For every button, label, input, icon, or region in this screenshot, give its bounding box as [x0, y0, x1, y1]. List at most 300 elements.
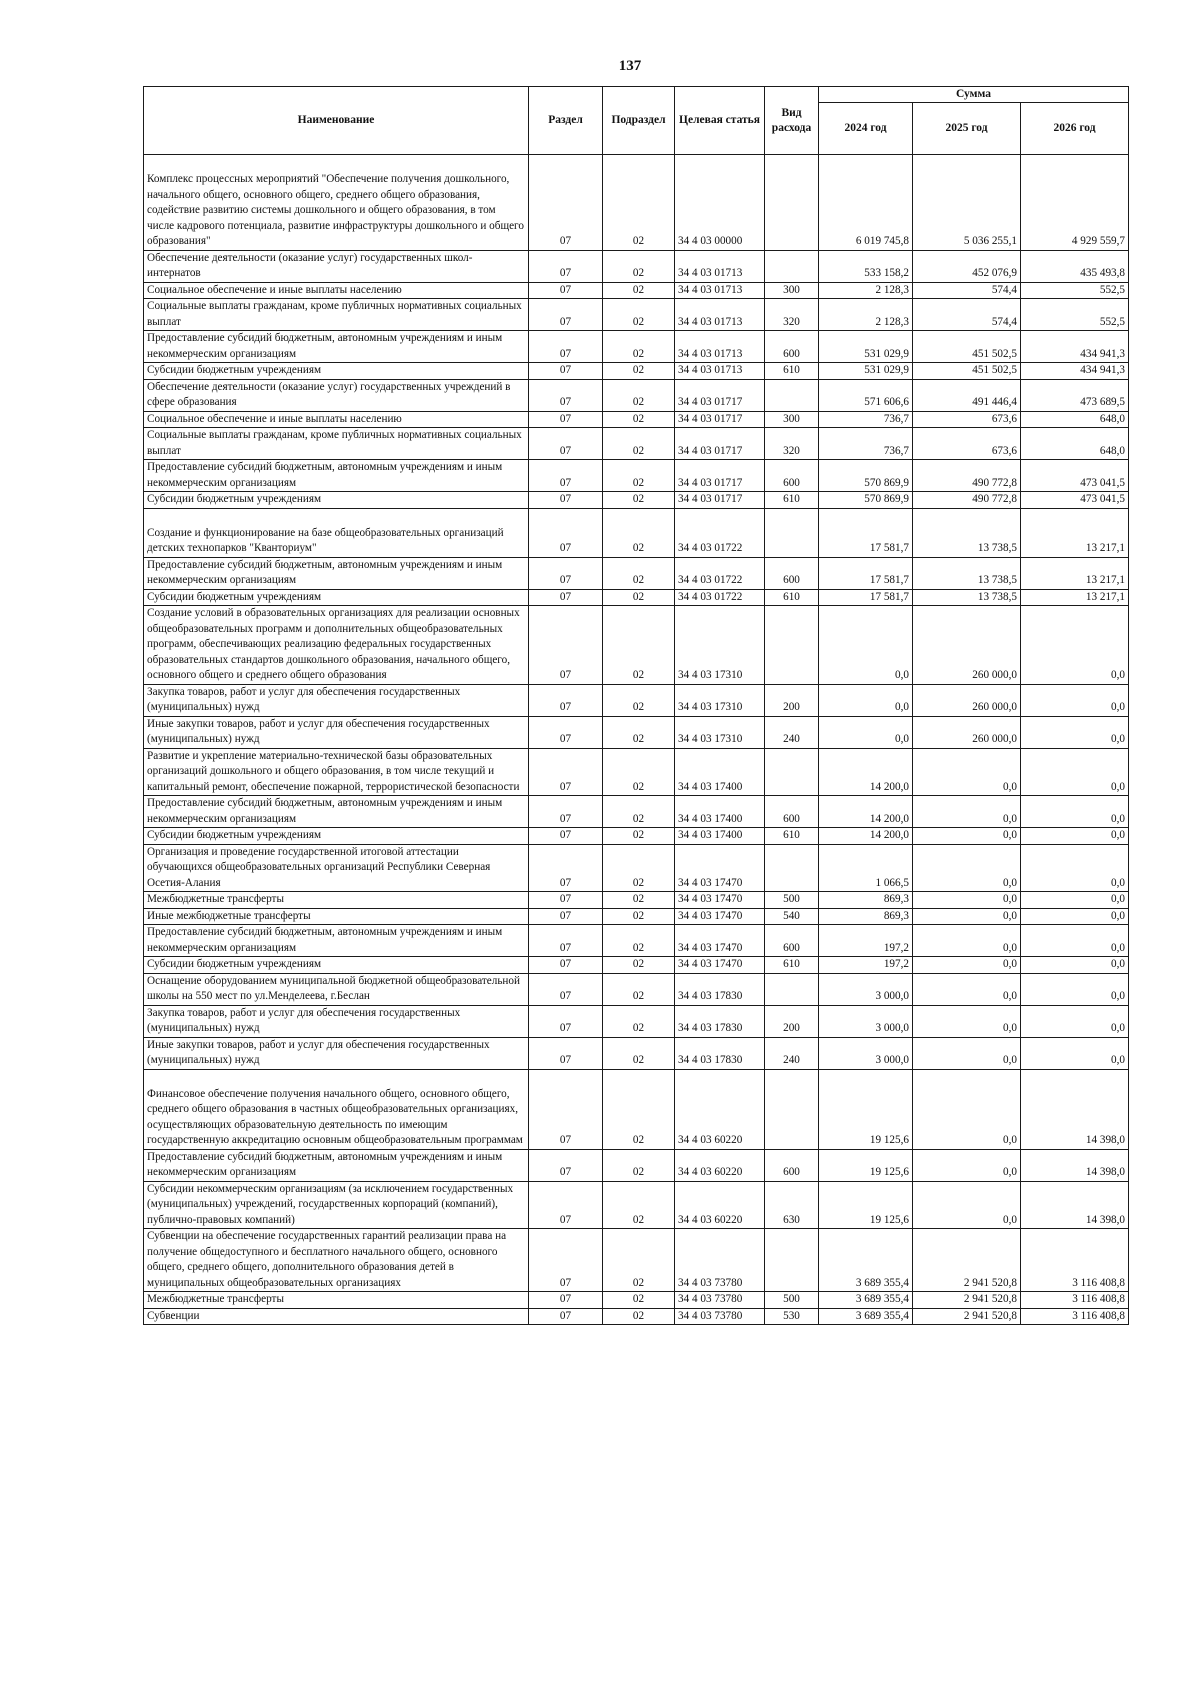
row-amount-2026: 435 493,8: [1021, 250, 1129, 282]
row-section: 07: [529, 844, 603, 892]
row-target: 34 4 03 17830: [675, 1005, 765, 1037]
row-section: 07: [529, 299, 603, 331]
row-section: 07: [529, 1308, 603, 1325]
table-row: [144, 331, 1129, 363]
row-amount-2026: 0,0: [1021, 684, 1129, 716]
row-target: 34 4 03 01722: [675, 508, 765, 557]
row-type: [765, 606, 819, 685]
row-amount-2024: 736,7: [819, 428, 913, 460]
row-section: 07: [529, 606, 603, 685]
row-section: 07: [529, 508, 603, 557]
table-row: [144, 557, 1129, 589]
row-subsection: 02: [603, 299, 675, 331]
row-target: 34 4 03 17310: [675, 684, 765, 716]
row-section: 07: [529, 1069, 603, 1149]
row-section: 07: [529, 411, 603, 428]
row-amount-2024: 2 128,3: [819, 282, 913, 299]
row-subsection: 02: [603, 892, 675, 909]
table-row: [144, 1308, 1129, 1325]
row-section: 07: [529, 796, 603, 828]
row-amount-2024: 197,2: [819, 925, 913, 957]
row-amount-2026: 0,0: [1021, 973, 1129, 1005]
row-amount-2026: 0,0: [1021, 892, 1129, 909]
row-type: 240: [765, 716, 819, 748]
table-row: [144, 155, 1129, 251]
row-subsection: 02: [603, 363, 675, 380]
row-amount-2026: 14 398,0: [1021, 1149, 1129, 1181]
row-target: 34 4 03 60220: [675, 1149, 765, 1181]
row-subsection: 02: [603, 250, 675, 282]
row-section: 07: [529, 828, 603, 845]
row-amount-2026: 13 217,1: [1021, 589, 1129, 606]
row-section: 07: [529, 363, 603, 380]
row-subsection: 02: [603, 508, 675, 557]
row-target: 34 4 03 60220: [675, 1181, 765, 1229]
row-target: 34 4 03 17470: [675, 908, 765, 925]
row-amount-2025: 260 000,0: [913, 716, 1021, 748]
row-subsection: 02: [603, 1149, 675, 1181]
row-target: 34 4 03 01717: [675, 428, 765, 460]
row-amount-2024: 736,7: [819, 411, 913, 428]
row-name: Субвенции на обеспечение государственных гарантий реализации права на получение общедоступного и бесплатного начального общего, основного общего, среднего общего, дополнительного образования детей в муниципальных общеобразовательных организациях: [144, 1229, 529, 1292]
row-amount-2026: 0,0: [1021, 796, 1129, 828]
table-row: [144, 508, 1129, 557]
row-subsection: 02: [603, 925, 675, 957]
row-subsection: 02: [603, 155, 675, 251]
table-header: [144, 87, 1129, 155]
row-amount-2025: 0,0: [913, 892, 1021, 909]
row-amount-2025: 0,0: [913, 1069, 1021, 1149]
row-amount-2026: 0,0: [1021, 828, 1129, 845]
row-section: 07: [529, 892, 603, 909]
row-name: Оснащение оборудованием муниципальной бюджетной общеобразовательной школы на 550 мест по ул.Менделеева, г.Беслан: [144, 973, 529, 1005]
row-amount-2024: 0,0: [819, 606, 913, 685]
row-name: Закупка товаров, работ и услуг для обеспечения государственных (муниципальных) нужд: [144, 684, 529, 716]
row-amount-2025: 13 738,5: [913, 589, 1021, 606]
row-type: 540: [765, 908, 819, 925]
row-target: 34 4 03 01722: [675, 589, 765, 606]
row-target: 34 4 03 17830: [675, 973, 765, 1005]
row-type: [765, 1069, 819, 1149]
row-amount-2026: 0,0: [1021, 1037, 1129, 1069]
row-amount-2024: 6 019 745,8: [819, 155, 913, 251]
row-target: 34 4 03 17310: [675, 716, 765, 748]
table-row: [144, 379, 1129, 411]
row-type: 500: [765, 1292, 819, 1309]
row-target: 34 4 03 01717: [675, 379, 765, 411]
row-name: Социальные выплаты гражданам, кроме публичных нормативных социальных выплат: [144, 428, 529, 460]
table-row: [144, 428, 1129, 460]
row-amount-2025: 490 772,8: [913, 492, 1021, 509]
row-target: 34 4 03 01713: [675, 331, 765, 363]
row-amount-2026: 552,5: [1021, 282, 1129, 299]
row-section: 07: [529, 1229, 603, 1292]
row-name: Предоставление субсидий бюджетным, автономным учреждениям и иным некоммерческим организациям: [144, 460, 529, 492]
row-amount-2026: 552,5: [1021, 299, 1129, 331]
row-section: 07: [529, 1181, 603, 1229]
row-type: 320: [765, 299, 819, 331]
row-subsection: 02: [603, 1005, 675, 1037]
row-amount-2025: 0,0: [913, 973, 1021, 1005]
row-target: 34 4 03 01713: [675, 282, 765, 299]
table-row: [144, 492, 1129, 509]
row-target: 34 4 03 73780: [675, 1292, 765, 1309]
table-row: [144, 1149, 1129, 1181]
row-amount-2025: 491 446,4: [913, 379, 1021, 411]
row-amount-2026: 473 041,5: [1021, 460, 1129, 492]
row-amount-2026: 648,0: [1021, 428, 1129, 460]
row-name: Предоставление субсидий бюджетным, автономным учреждениям и иным некоммерческим организациям: [144, 557, 529, 589]
row-target: 34 4 03 17470: [675, 844, 765, 892]
row-section: 07: [529, 492, 603, 509]
row-amount-2026: 0,0: [1021, 908, 1129, 925]
row-amount-2024: 1 066,5: [819, 844, 913, 892]
row-type: [765, 155, 819, 251]
row-subsection: 02: [603, 1037, 675, 1069]
table-body: [144, 155, 1129, 1325]
row-target: 34 4 03 00000: [675, 155, 765, 251]
row-name: Предоставление субсидий бюджетным, автономным учреждениям и иным некоммерческим организациям: [144, 1149, 529, 1181]
row-section: 07: [529, 973, 603, 1005]
table-row: [144, 1037, 1129, 1069]
row-name: Межбюджетные трансферты: [144, 892, 529, 909]
row-amount-2025: 0,0: [913, 908, 1021, 925]
row-amount-2025: 574,4: [913, 299, 1021, 331]
row-subsection: 02: [603, 428, 675, 460]
row-amount-2024: 14 200,0: [819, 748, 913, 796]
row-subsection: 02: [603, 1229, 675, 1292]
row-amount-2026: 648,0: [1021, 411, 1129, 428]
row-target: 34 4 03 17470: [675, 925, 765, 957]
header-sum: Сумма: [819, 87, 1129, 103]
row-section: 07: [529, 589, 603, 606]
row-amount-2026: 0,0: [1021, 957, 1129, 974]
header-2026: 2026 год: [1021, 103, 1129, 155]
table-row: [144, 250, 1129, 282]
row-name: Межбюджетные трансферты: [144, 1292, 529, 1309]
table-row: [144, 828, 1129, 845]
row-amount-2025: 2 941 520,8: [913, 1229, 1021, 1292]
row-target: 34 4 03 01713: [675, 250, 765, 282]
row-name: Развитие и укрепление материально-технической базы образовательных организаций дошкольного и общего образования, в том числе текущий и капитальный ремонт, обеспечение пожарной, террористической безопасности: [144, 748, 529, 796]
row-amount-2026: 13 217,1: [1021, 557, 1129, 589]
row-subsection: 02: [603, 908, 675, 925]
row-target: 34 4 03 17830: [675, 1037, 765, 1069]
row-target: 34 4 03 73780: [675, 1308, 765, 1325]
table-row: [144, 411, 1129, 428]
row-amount-2026: 0,0: [1021, 1005, 1129, 1037]
table-row: [144, 957, 1129, 974]
row-subsection: 02: [603, 716, 675, 748]
row-amount-2024: 17 581,7: [819, 589, 913, 606]
row-section: 07: [529, 1005, 603, 1037]
row-type: 300: [765, 411, 819, 428]
row-subsection: 02: [603, 957, 675, 974]
header-2025: 2025 год: [913, 103, 1021, 155]
row-section: 07: [529, 748, 603, 796]
row-section: 07: [529, 282, 603, 299]
row-section: 07: [529, 1292, 603, 1309]
row-amount-2026: 434 941,3: [1021, 363, 1129, 380]
row-type: 200: [765, 1005, 819, 1037]
row-amount-2025: 0,0: [913, 925, 1021, 957]
row-subsection: 02: [603, 973, 675, 1005]
row-name: Комплекс процессных мероприятий "Обеспечение получения дошкольного, начального общего, основного общего, среднего общего образования, содействие развитию системы дошкольного и общего образования, в том числе кадрового потенциала, развитие инфраструктуры дошкольного и общего образования": [144, 155, 529, 251]
row-target: 34 4 03 17310: [675, 606, 765, 685]
table-row: [144, 908, 1129, 925]
row-subsection: 02: [603, 282, 675, 299]
row-amount-2025: 673,6: [913, 428, 1021, 460]
row-target: 34 4 03 01717: [675, 460, 765, 492]
row-subsection: 02: [603, 557, 675, 589]
row-subsection: 02: [603, 844, 675, 892]
row-amount-2025: 2 941 520,8: [913, 1308, 1021, 1325]
row-amount-2024: 17 581,7: [819, 508, 913, 557]
row-section: 07: [529, 1037, 603, 1069]
row-name: Предоставление субсидий бюджетным, автономным учреждениям и иным некоммерческим организациям: [144, 796, 529, 828]
row-amount-2024: 19 125,6: [819, 1149, 913, 1181]
row-name: Обеспечение деятельности (оказание услуг) государственных школ-интернатов: [144, 250, 529, 282]
row-section: 07: [529, 957, 603, 974]
row-amount-2025: 5 036 255,1: [913, 155, 1021, 251]
row-section: 07: [529, 908, 603, 925]
row-type: [765, 379, 819, 411]
row-name: Предоставление субсидий бюджетным, автономным учреждениям и иным некоммерческим организациям: [144, 925, 529, 957]
row-amount-2025: 0,0: [913, 957, 1021, 974]
row-type: [765, 508, 819, 557]
row-name: Социальное обеспечение и иные выплаты населению: [144, 282, 529, 299]
row-amount-2025: 490 772,8: [913, 460, 1021, 492]
row-subsection: 02: [603, 606, 675, 685]
row-type: 500: [765, 892, 819, 909]
row-amount-2025: 0,0: [913, 796, 1021, 828]
table-row: [144, 1229, 1129, 1292]
row-target: 34 4 03 17400: [675, 748, 765, 796]
table-row: [144, 684, 1129, 716]
row-amount-2024: 19 125,6: [819, 1069, 913, 1149]
row-subsection: 02: [603, 796, 675, 828]
row-amount-2024: 571 606,6: [819, 379, 913, 411]
table-row: [144, 1069, 1129, 1149]
row-amount-2025: 13 738,5: [913, 508, 1021, 557]
page-number: 137: [618, 58, 642, 74]
row-section: 07: [529, 379, 603, 411]
row-amount-2026: 0,0: [1021, 925, 1129, 957]
row-amount-2024: 17 581,7: [819, 557, 913, 589]
row-amount-2025: 260 000,0: [913, 684, 1021, 716]
row-name: Предоставление субсидий бюджетным, автономным учреждениям и иным некоммерческим организациям: [144, 331, 529, 363]
table-row: [144, 1181, 1129, 1229]
row-subsection: 02: [603, 1308, 675, 1325]
header-name: Наименование: [144, 87, 529, 155]
table-row: [144, 748, 1129, 796]
row-amount-2025: 0,0: [913, 1181, 1021, 1229]
row-amount-2026: 3 116 408,8: [1021, 1229, 1129, 1292]
row-subsection: 02: [603, 379, 675, 411]
row-amount-2025: 13 738,5: [913, 557, 1021, 589]
table-row: [144, 892, 1129, 909]
row-amount-2024: 570 869,9: [819, 460, 913, 492]
row-amount-2025: 451 502,5: [913, 331, 1021, 363]
row-type: 530: [765, 1308, 819, 1325]
row-amount-2025: 673,6: [913, 411, 1021, 428]
row-amount-2024: 531 029,9: [819, 331, 913, 363]
row-section: 07: [529, 428, 603, 460]
row-amount-2025: 0,0: [913, 1149, 1021, 1181]
row-amount-2026: 473 041,5: [1021, 492, 1129, 509]
row-type: 630: [765, 1181, 819, 1229]
row-type: 610: [765, 957, 819, 974]
row-type: 240: [765, 1037, 819, 1069]
row-name: Финансовое обеспечение получения начального общего, основного общего, среднего общего образования в частных общеобразовательных организациях, осуществляющих образовательную деятельность по имеющим государственную аккредитацию основным общеобразовательным программам: [144, 1069, 529, 1149]
header-subsection: Подраздел: [603, 87, 675, 155]
row-amount-2026: 0,0: [1021, 716, 1129, 748]
row-amount-2025: 0,0: [913, 844, 1021, 892]
row-amount-2024: 3 689 355,4: [819, 1229, 913, 1292]
row-section: 07: [529, 684, 603, 716]
row-amount-2026: 14 398,0: [1021, 1181, 1129, 1229]
budget-table: [143, 86, 1129, 1325]
row-type: 610: [765, 828, 819, 845]
row-type: [765, 748, 819, 796]
row-name: Субвенции: [144, 1308, 529, 1325]
row-section: 07: [529, 925, 603, 957]
row-subsection: 02: [603, 1069, 675, 1149]
row-amount-2024: 0,0: [819, 716, 913, 748]
row-amount-2024: 869,3: [819, 908, 913, 925]
row-name: Обеспечение деятельности (оказание услуг) государственных учреждений в сфере образования: [144, 379, 529, 411]
row-amount-2026: 4 929 559,7: [1021, 155, 1129, 251]
row-section: 07: [529, 716, 603, 748]
table-row: [144, 716, 1129, 748]
row-target: 34 4 03 17470: [675, 957, 765, 974]
row-target: 34 4 03 01717: [675, 492, 765, 509]
row-name: Иные закупки товаров, работ и услуг для обеспечения государственных (муниципальных) нужд: [144, 716, 529, 748]
table-row: [144, 973, 1129, 1005]
row-amount-2026: 3 116 408,8: [1021, 1292, 1129, 1309]
row-amount-2024: 2 128,3: [819, 299, 913, 331]
row-amount-2025: 452 076,9: [913, 250, 1021, 282]
row-amount-2024: 3 000,0: [819, 973, 913, 1005]
row-type: 600: [765, 925, 819, 957]
table-row: [144, 1005, 1129, 1037]
row-section: 07: [529, 331, 603, 363]
row-name: Субсидии некоммерческим организациям (за исключением государственных (муниципальных) учреждений, государственных корпораций (компаний), публично-правовых компаний): [144, 1181, 529, 1229]
row-amount-2026: 434 941,3: [1021, 331, 1129, 363]
row-amount-2025: 260 000,0: [913, 606, 1021, 685]
row-type: 600: [765, 331, 819, 363]
row-amount-2024: 3 689 355,4: [819, 1308, 913, 1325]
row-target: 34 4 03 01717: [675, 411, 765, 428]
row-amount-2026: 0,0: [1021, 748, 1129, 796]
row-target: 34 4 03 01722: [675, 557, 765, 589]
row-amount-2025: 451 502,5: [913, 363, 1021, 380]
row-amount-2026: 14 398,0: [1021, 1069, 1129, 1149]
row-target: 34 4 03 17400: [675, 796, 765, 828]
header-type: Вид расхода: [765, 87, 819, 155]
row-amount-2025: 0,0: [913, 1005, 1021, 1037]
row-amount-2024: 3 689 355,4: [819, 1292, 913, 1309]
row-amount-2024: 19 125,6: [819, 1181, 913, 1229]
row-subsection: 02: [603, 492, 675, 509]
row-subsection: 02: [603, 1181, 675, 1229]
row-target: 34 4 03 01713: [675, 363, 765, 380]
row-subsection: 02: [603, 589, 675, 606]
row-amount-2024: 14 200,0: [819, 796, 913, 828]
row-subsection: 02: [603, 460, 675, 492]
row-name: Социальные выплаты гражданам, кроме публичных нормативных социальных выплат: [144, 299, 529, 331]
table-row: [144, 589, 1129, 606]
row-amount-2026: 0,0: [1021, 606, 1129, 685]
table-row: [144, 460, 1129, 492]
row-type: 600: [765, 460, 819, 492]
row-amount-2026: 473 689,5: [1021, 379, 1129, 411]
row-target: 34 4 03 60220: [675, 1069, 765, 1149]
row-subsection: 02: [603, 748, 675, 796]
row-section: 07: [529, 460, 603, 492]
row-name: Социальное обеспечение и иные выплаты населению: [144, 411, 529, 428]
row-name: Закупка товаров, работ и услуг для обеспечения государственных (муниципальных) нужд: [144, 1005, 529, 1037]
row-section: 07: [529, 250, 603, 282]
row-type: 610: [765, 363, 819, 380]
row-target: 34 4 03 73780: [675, 1229, 765, 1292]
row-name: Субсидии бюджетным учреждениям: [144, 363, 529, 380]
row-amount-2025: 2 941 520,8: [913, 1292, 1021, 1309]
row-name: Создание и функционирование на базе общеобразовательных организаций детских технопарков "Кванториум": [144, 508, 529, 557]
row-amount-2026: 13 217,1: [1021, 508, 1129, 557]
row-subsection: 02: [603, 331, 675, 363]
row-type: 200: [765, 684, 819, 716]
row-type: 610: [765, 589, 819, 606]
row-type: 300: [765, 282, 819, 299]
row-type: 600: [765, 1149, 819, 1181]
row-amount-2026: 3 116 408,8: [1021, 1308, 1129, 1325]
table-row: [144, 282, 1129, 299]
row-amount-2024: 14 200,0: [819, 828, 913, 845]
row-subsection: 02: [603, 684, 675, 716]
row-amount-2025: 0,0: [913, 1037, 1021, 1069]
row-type: 600: [765, 796, 819, 828]
row-name: Субсидии бюджетным учреждениям: [144, 589, 529, 606]
row-name: Субсидии бюджетным учреждениям: [144, 957, 529, 974]
row-name: Субсидии бюджетным учреждениям: [144, 828, 529, 845]
row-target: 34 4 03 17470: [675, 892, 765, 909]
row-amount-2024: 869,3: [819, 892, 913, 909]
row-name: Иные закупки товаров, работ и услуг для обеспечения государственных (муниципальных) нужд: [144, 1037, 529, 1069]
table-row: [144, 925, 1129, 957]
row-amount-2025: 574,4: [913, 282, 1021, 299]
row-type: [765, 250, 819, 282]
table-row: [144, 844, 1129, 892]
table-row: [144, 796, 1129, 828]
row-target: 34 4 03 01713: [675, 299, 765, 331]
row-amount-2024: 0,0: [819, 684, 913, 716]
table-row: [144, 1292, 1129, 1309]
row-amount-2024: 570 869,9: [819, 492, 913, 509]
row-subsection: 02: [603, 1292, 675, 1309]
row-section: 07: [529, 557, 603, 589]
row-amount-2024: 197,2: [819, 957, 913, 974]
row-amount-2025: 0,0: [913, 828, 1021, 845]
row-amount-2026: 0,0: [1021, 844, 1129, 892]
row-amount-2024: 3 000,0: [819, 1005, 913, 1037]
row-section: 07: [529, 155, 603, 251]
row-amount-2024: 3 000,0: [819, 1037, 913, 1069]
row-type: 600: [765, 557, 819, 589]
row-type: 610: [765, 492, 819, 509]
row-amount-2024: 531 029,9: [819, 363, 913, 380]
row-subsection: 02: [603, 411, 675, 428]
